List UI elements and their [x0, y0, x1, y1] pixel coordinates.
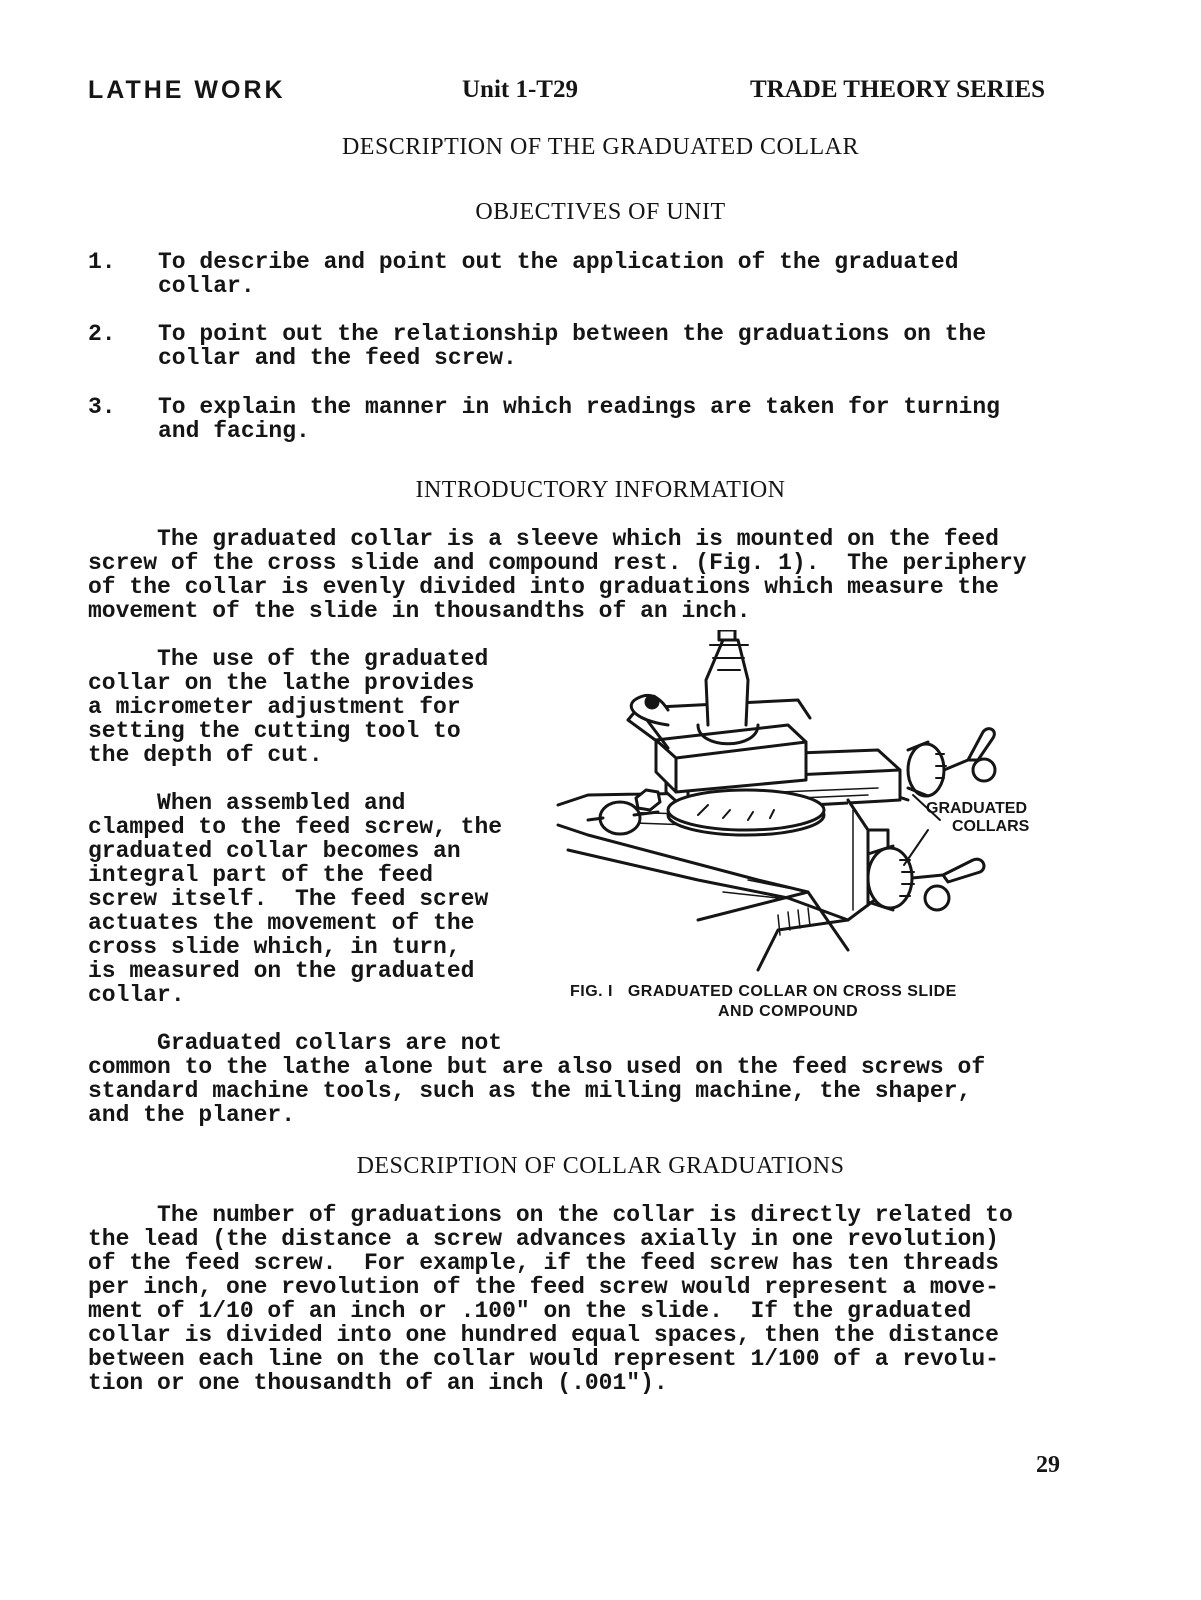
text-line: the depth of cut.	[88, 742, 323, 768]
objectives-heading: OBJECTIVES OF UNIT	[475, 199, 726, 225]
text-line: cross slide which, in turn,	[88, 934, 461, 960]
text-line: collar.	[88, 982, 185, 1008]
text-line: a micrometer adjustment for	[88, 694, 461, 720]
header-series-title: TRADE THEORY SERIES	[750, 76, 1046, 103]
text-line: screw of the cross slide and compound rest. (Fig. 1). The periphery	[88, 550, 1027, 576]
text-line: of the feed screw. For example, if the feed screw has ten threads	[88, 1250, 999, 1276]
text-line: standard machine tools, such as the milling machine, the shaper,	[88, 1078, 972, 1104]
text-line: clamped to the feed screw, the	[88, 814, 503, 840]
text-line: the lead (the distance a screw advances axially in one revolution)	[88, 1226, 999, 1252]
text-line: The number of graduations on the collar is directly related to	[88, 1202, 1013, 1228]
text-line: When assembled and	[88, 790, 406, 816]
figure-callout: COLLARS	[952, 818, 1030, 835]
figure-caption: FIG. I GRADUATED COLLAR ON CROSS SLIDE	[570, 983, 957, 1000]
objective-text-line: and facing.	[158, 418, 310, 444]
objective-text-line: collar.	[158, 273, 255, 299]
text-line: collar on the lathe provides	[88, 670, 475, 696]
text-line: collar is divided into one hundred equal spaces, then the distance	[88, 1322, 999, 1348]
intro-heading: INTRODUCTORY INFORMATION	[415, 477, 786, 503]
text-line: The graduated collar is a sleeve which is mounted on the feed	[88, 526, 999, 552]
text-line: of the collar is evenly divided into graduations which measure the	[88, 574, 999, 600]
objective-text-line: To explain the manner in which readings are taken for turning	[158, 394, 1000, 420]
objective-text-line: collar and the feed screw.	[158, 345, 517, 371]
header-unit-number: Unit 1-T29	[462, 76, 578, 103]
graduations-heading: DESCRIPTION OF COLLAR GRADUATIONS	[356, 1153, 845, 1179]
figure-caption: AND COMPOUND	[718, 1003, 859, 1020]
text-line: graduated collar becomes an	[88, 838, 461, 864]
objective-number: 2.	[88, 321, 116, 347]
text-line: integral part of the feed	[88, 862, 434, 888]
text-line: tion or one thousandth of an inch (.001").	[88, 1370, 668, 1396]
objective-number: 3.	[88, 394, 116, 420]
text-line: Graduated collars are not	[88, 1030, 503, 1056]
text-line: common to the lathe alone but are also used on the feed screws of	[88, 1054, 986, 1080]
text-line: actuates the movement of the	[88, 910, 475, 936]
text-line: screw itself. The feed screw	[88, 886, 489, 912]
text-line: per inch, one revolution of the feed screw would represent a move-	[88, 1274, 999, 1300]
text-line: The use of the graduated	[88, 646, 489, 672]
text-line: is measured on the graduated	[88, 958, 475, 984]
header-unit-subject: LATHE WORK	[88, 76, 286, 104]
text-line: and the planer.	[88, 1102, 296, 1128]
objective-text-line: To describe and point out the application of the graduated	[158, 249, 959, 275]
objective-text-line: To point out the relationship between the graduations on the	[158, 321, 987, 347]
text-line: movement of the slide in thousandths of an inch.	[88, 598, 751, 624]
page-number: 29	[1036, 1452, 1060, 1478]
text-line: between each line on the collar would represent 1/100 of a revolu-	[88, 1346, 999, 1372]
text-line: setting the cutting tool to	[88, 718, 461, 744]
text-line: ment of 1/10 of an inch or .100" on the slide. If the graduated	[88, 1298, 972, 1324]
objective-number: 1.	[88, 249, 116, 275]
page-title: DESCRIPTION OF THE GRADUATED COLLAR	[341, 134, 860, 160]
figure-callout: GRADUATED	[926, 800, 1028, 817]
